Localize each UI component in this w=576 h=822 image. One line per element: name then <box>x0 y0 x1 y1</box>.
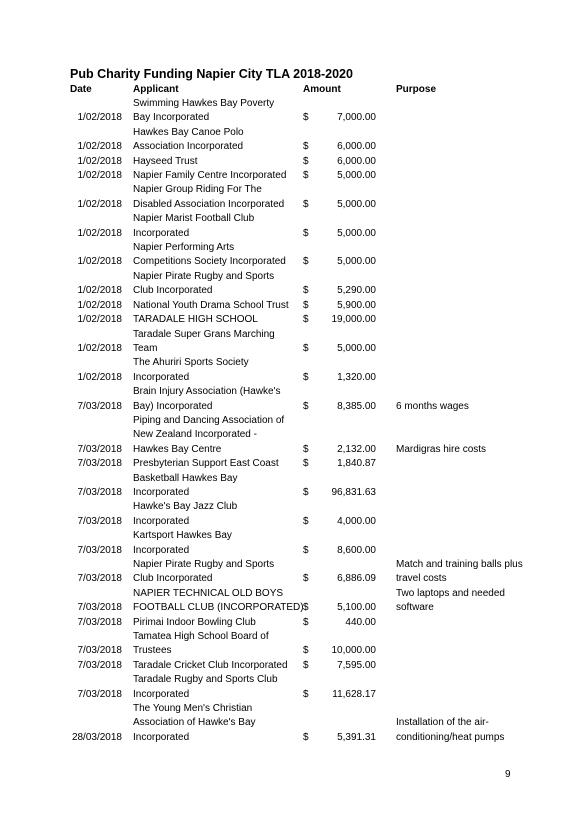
amount-cell: 7,000.00 <box>337 112 376 124</box>
date-cell: 1/02/2018 <box>77 342 122 354</box>
applicant-line: Kartsport Hawkes Bay <box>133 530 232 542</box>
applicant-line: Disabled Association Incorporated <box>133 198 285 210</box>
applicant-cell <box>133 558 298 587</box>
applicant-line: Incorporated <box>133 688 190 700</box>
currency-symbol: $ <box>303 170 309 182</box>
applicant-line: Trustees <box>133 645 172 657</box>
date-cell: 7/03/2018 <box>77 659 122 671</box>
date-cell: 1/02/2018 <box>77 256 122 268</box>
amount-cell: 5,290.00 <box>337 285 376 297</box>
table-row <box>0 587 576 616</box>
purpose-cell <box>396 716 546 745</box>
table-row <box>0 457 576 471</box>
currency-symbol: $ <box>303 645 309 657</box>
amount-cell: 8,385.00 <box>337 400 376 412</box>
date-cell: 1/02/2018 <box>77 299 122 311</box>
applicant-line: Hawkes Bay Centre <box>133 443 222 455</box>
applicant-cell <box>133 328 298 357</box>
amount-cell: 440.00 <box>345 616 376 628</box>
date-cell: 7/03/2018 <box>77 515 122 527</box>
applicant-cell <box>133 587 304 616</box>
applicant-cell <box>133 500 298 529</box>
applicant-line: Taradale Rugby and Sports Club <box>133 674 278 686</box>
currency-symbol: $ <box>303 141 309 153</box>
date-cell: 1/02/2018 <box>77 227 122 239</box>
currency-symbol: $ <box>303 112 309 124</box>
purpose-cell <box>396 443 546 457</box>
date-cell: 7/03/2018 <box>77 443 122 455</box>
applicant-line: Team <box>133 342 158 354</box>
applicant-line: Brain Injury Association (Hawke's <box>133 386 281 398</box>
table-row <box>0 472 576 501</box>
date-cell: 7/03/2018 <box>77 400 122 412</box>
applicant-line: NAPIER TECHNICAL OLD BOYS <box>133 587 284 599</box>
currency-symbol: $ <box>303 731 309 743</box>
applicant-cell <box>133 270 298 299</box>
purpose-cell <box>396 587 546 616</box>
currency-symbol: $ <box>303 285 309 297</box>
amount-cell: 1,320.00 <box>337 371 376 383</box>
table-row <box>0 558 576 587</box>
table-row <box>0 155 576 169</box>
amount-cell: 7,595.00 <box>337 659 376 671</box>
applicant-cell <box>133 385 298 414</box>
currency-symbol: $ <box>303 400 309 412</box>
amount-cell: 5,000.00 <box>337 170 376 182</box>
applicant-line: Club Incorporated <box>133 285 213 297</box>
applicant-cell <box>133 241 298 270</box>
purpose-line: travel costs <box>396 573 447 585</box>
currency-symbol: $ <box>303 515 309 527</box>
currency-symbol: $ <box>303 544 309 556</box>
applicant-line: Incorporated <box>133 227 190 239</box>
applicant-line: Napier Pirate Rugby and Sports <box>133 559 275 570</box>
applicant-line: Bay Incorporated <box>133 112 210 124</box>
applicant-line: Napier Performing Arts <box>133 242 235 254</box>
applicant-cell <box>133 183 298 212</box>
applicant-line: Pirimai Indoor Bowling Club <box>133 616 256 628</box>
table-row <box>0 630 576 659</box>
date-cell: 7/03/2018 <box>77 688 122 700</box>
purpose-line: Two laptops and needed <box>396 587 505 599</box>
applicant-line: Hawke's Bay Jazz Club <box>133 501 238 513</box>
amount-cell: 19,000.00 <box>331 314 376 326</box>
table-row <box>0 673 576 702</box>
amount-cell: 5,000.00 <box>337 227 376 239</box>
currency-symbol: $ <box>303 198 309 210</box>
applicant-line: Taradale Super Grans Marching <box>133 328 275 340</box>
date-cell: 1/02/2018 <box>77 112 122 124</box>
applicant-cell <box>133 212 298 241</box>
applicant-cell <box>133 673 298 702</box>
applicant-cell <box>133 299 298 313</box>
applicant-line: Bay) Incorporated <box>133 400 213 412</box>
applicant-line: Presbyterian Support East Coast <box>133 458 279 470</box>
header-purpose: Purpose <box>396 84 437 95</box>
applicant-line: Incorporated <box>133 515 190 527</box>
purpose-cell <box>396 400 546 414</box>
applicant-line: The Ahuriri Sports Society <box>133 357 249 369</box>
applicant-cell <box>133 472 298 501</box>
applicant-cell <box>133 616 298 630</box>
date-cell: 1/02/2018 <box>77 155 122 167</box>
date-cell: 1/02/2018 <box>77 285 122 297</box>
applicant-cell <box>133 155 298 169</box>
applicant-line: Incorporated <box>133 544 190 556</box>
table-row <box>0 313 576 327</box>
amount-cell: 6,000.00 <box>337 141 376 153</box>
applicant-line: Association of Hawke's Bay <box>133 717 256 729</box>
table-row <box>0 212 576 241</box>
applicant-line: TARADALE HIGH SCHOOL <box>133 314 258 326</box>
amount-cell: 6,000.00 <box>337 155 376 167</box>
purpose-line: Installation of the air- <box>396 717 489 729</box>
currency-symbol: $ <box>303 458 309 470</box>
applicant-cell <box>133 529 298 558</box>
currency-symbol: $ <box>303 486 309 498</box>
applicant-line: Incorporated <box>133 486 190 498</box>
purpose-cell <box>396 558 546 587</box>
currency-symbol: $ <box>303 443 309 455</box>
date-cell: 28/03/2018 <box>71 731 122 743</box>
amount-cell: 2,132.00 <box>337 443 376 455</box>
amount-cell: 5,100.00 <box>337 602 376 614</box>
applicant-line: Hawkes Bay Canoe Polo <box>133 126 244 138</box>
applicant-cell <box>133 659 298 673</box>
amount-cell: 5,000.00 <box>337 256 376 268</box>
applicant-line: Napier Family Centre Incorporated <box>133 170 287 182</box>
table-row <box>0 659 576 673</box>
currency-symbol: $ <box>303 602 309 614</box>
header-date: Date <box>70 84 92 95</box>
table-row <box>0 328 576 357</box>
header-applicant: Applicant <box>133 84 179 95</box>
date-cell: 7/03/2018 <box>77 616 122 628</box>
applicant-line: Hayseed Trust <box>133 155 198 167</box>
purpose-line: conditioning/heat pumps <box>396 731 505 743</box>
applicant-cell <box>133 457 298 471</box>
date-cell: 7/03/2018 <box>77 645 122 657</box>
applicant-line: Association Incorporated <box>133 141 244 153</box>
purpose-line: Mardigras hire costs <box>396 443 487 455</box>
amount-cell: 5,000.00 <box>337 342 376 354</box>
table-row <box>0 97 576 126</box>
applicant-line: The Young Men's Christian <box>133 703 253 715</box>
table-row <box>0 299 576 313</box>
funding-table <box>0 97 576 745</box>
applicant-line: Taradale Cricket Club Incorporated <box>133 659 288 671</box>
amount-cell: 10,000.00 <box>331 645 376 657</box>
amount-cell: 4,000.00 <box>337 515 376 527</box>
date-cell: 7/03/2018 <box>77 544 122 556</box>
applicant-line: Napier Group Riding For The <box>133 184 262 196</box>
purpose-line: Match and training balls plus <box>396 559 523 570</box>
applicant-line: FOOTBALL CLUB (INCORPORATED) <box>133 602 304 614</box>
date-cell: 1/02/2018 <box>77 141 122 153</box>
table-row <box>0 702 576 745</box>
applicant-line: Napier Pirate Rugby and Sports <box>133 270 275 282</box>
amount-cell: 5,391.31 <box>337 731 376 743</box>
applicant-line: Incorporated <box>133 731 190 743</box>
applicant-line: Tamatea High School Board of <box>133 631 269 643</box>
date-cell: 1/02/2018 <box>77 371 122 383</box>
page-number: 9 <box>505 769 511 780</box>
currency-symbol: $ <box>303 573 309 585</box>
date-cell: 7/03/2018 <box>77 573 122 585</box>
table-row <box>0 183 576 212</box>
table-row <box>0 169 576 183</box>
applicant-line: National Youth Drama School Trust <box>133 299 289 311</box>
applicant-cell <box>133 702 298 745</box>
applicant-line: Swimming Hawkes Bay Poverty <box>133 98 275 109</box>
applicant-cell <box>133 169 298 183</box>
amount-cell: 5,000.00 <box>337 198 376 210</box>
purpose-line: software <box>396 602 434 614</box>
header-amount: Amount <box>303 84 341 95</box>
applicant-cell <box>133 356 298 385</box>
currency-symbol: $ <box>303 227 309 239</box>
amount-cell: 1,840.87 <box>337 458 376 470</box>
date-cell: 1/02/2018 <box>77 170 122 182</box>
applicant-cell <box>133 313 298 327</box>
applicant-line: Basketball Hawkes Bay <box>133 472 238 484</box>
table-row <box>0 529 576 558</box>
applicant-cell <box>133 630 298 659</box>
currency-symbol: $ <box>303 616 309 628</box>
date-cell: 1/02/2018 <box>77 314 122 326</box>
currency-symbol: $ <box>303 688 309 700</box>
date-cell: 7/03/2018 <box>77 486 122 498</box>
amount-cell: 6,886.09 <box>337 573 376 585</box>
currency-symbol: $ <box>303 342 309 354</box>
table-row <box>0 356 576 385</box>
applicant-cell <box>133 126 298 155</box>
currency-symbol: $ <box>303 155 309 167</box>
applicant-line: New Zealand Incorporated - <box>133 429 257 441</box>
table-row <box>0 270 576 299</box>
currency-symbol: $ <box>303 256 309 268</box>
currency-symbol: $ <box>303 299 309 311</box>
applicant-line: Napier Marist Football Club <box>133 213 255 225</box>
applicant-line: Incorporated <box>133 371 190 383</box>
table-row <box>0 126 576 155</box>
date-cell: 7/03/2018 <box>77 458 122 470</box>
applicant-cell <box>133 414 298 457</box>
currency-symbol: $ <box>303 314 309 326</box>
date-cell: 1/02/2018 <box>77 198 122 210</box>
amount-cell: 5,900.00 <box>337 299 376 311</box>
table-row <box>0 616 576 630</box>
purpose-line: 6 months wages <box>396 400 469 412</box>
amount-cell: 11,628.17 <box>332 688 376 700</box>
amount-cell: 8,600.00 <box>337 544 376 556</box>
table-row <box>0 385 576 414</box>
page-title: Pub Charity Funding Napier City TLA 2018-2020 <box>70 67 353 81</box>
table-row <box>0 500 576 529</box>
currency-symbol: $ <box>303 371 309 383</box>
applicant-cell <box>133 97 298 126</box>
table-row <box>0 414 576 457</box>
applicant-line: Piping and Dancing Association of <box>133 414 285 426</box>
applicant-line: Club Incorporated <box>133 573 213 585</box>
date-cell: 7/03/2018 <box>77 602 122 614</box>
currency-symbol: $ <box>303 659 309 671</box>
table-row <box>0 241 576 270</box>
amount-cell: 96,831.63 <box>331 486 376 498</box>
applicant-line: Competitions Society Incorporated <box>133 256 286 268</box>
